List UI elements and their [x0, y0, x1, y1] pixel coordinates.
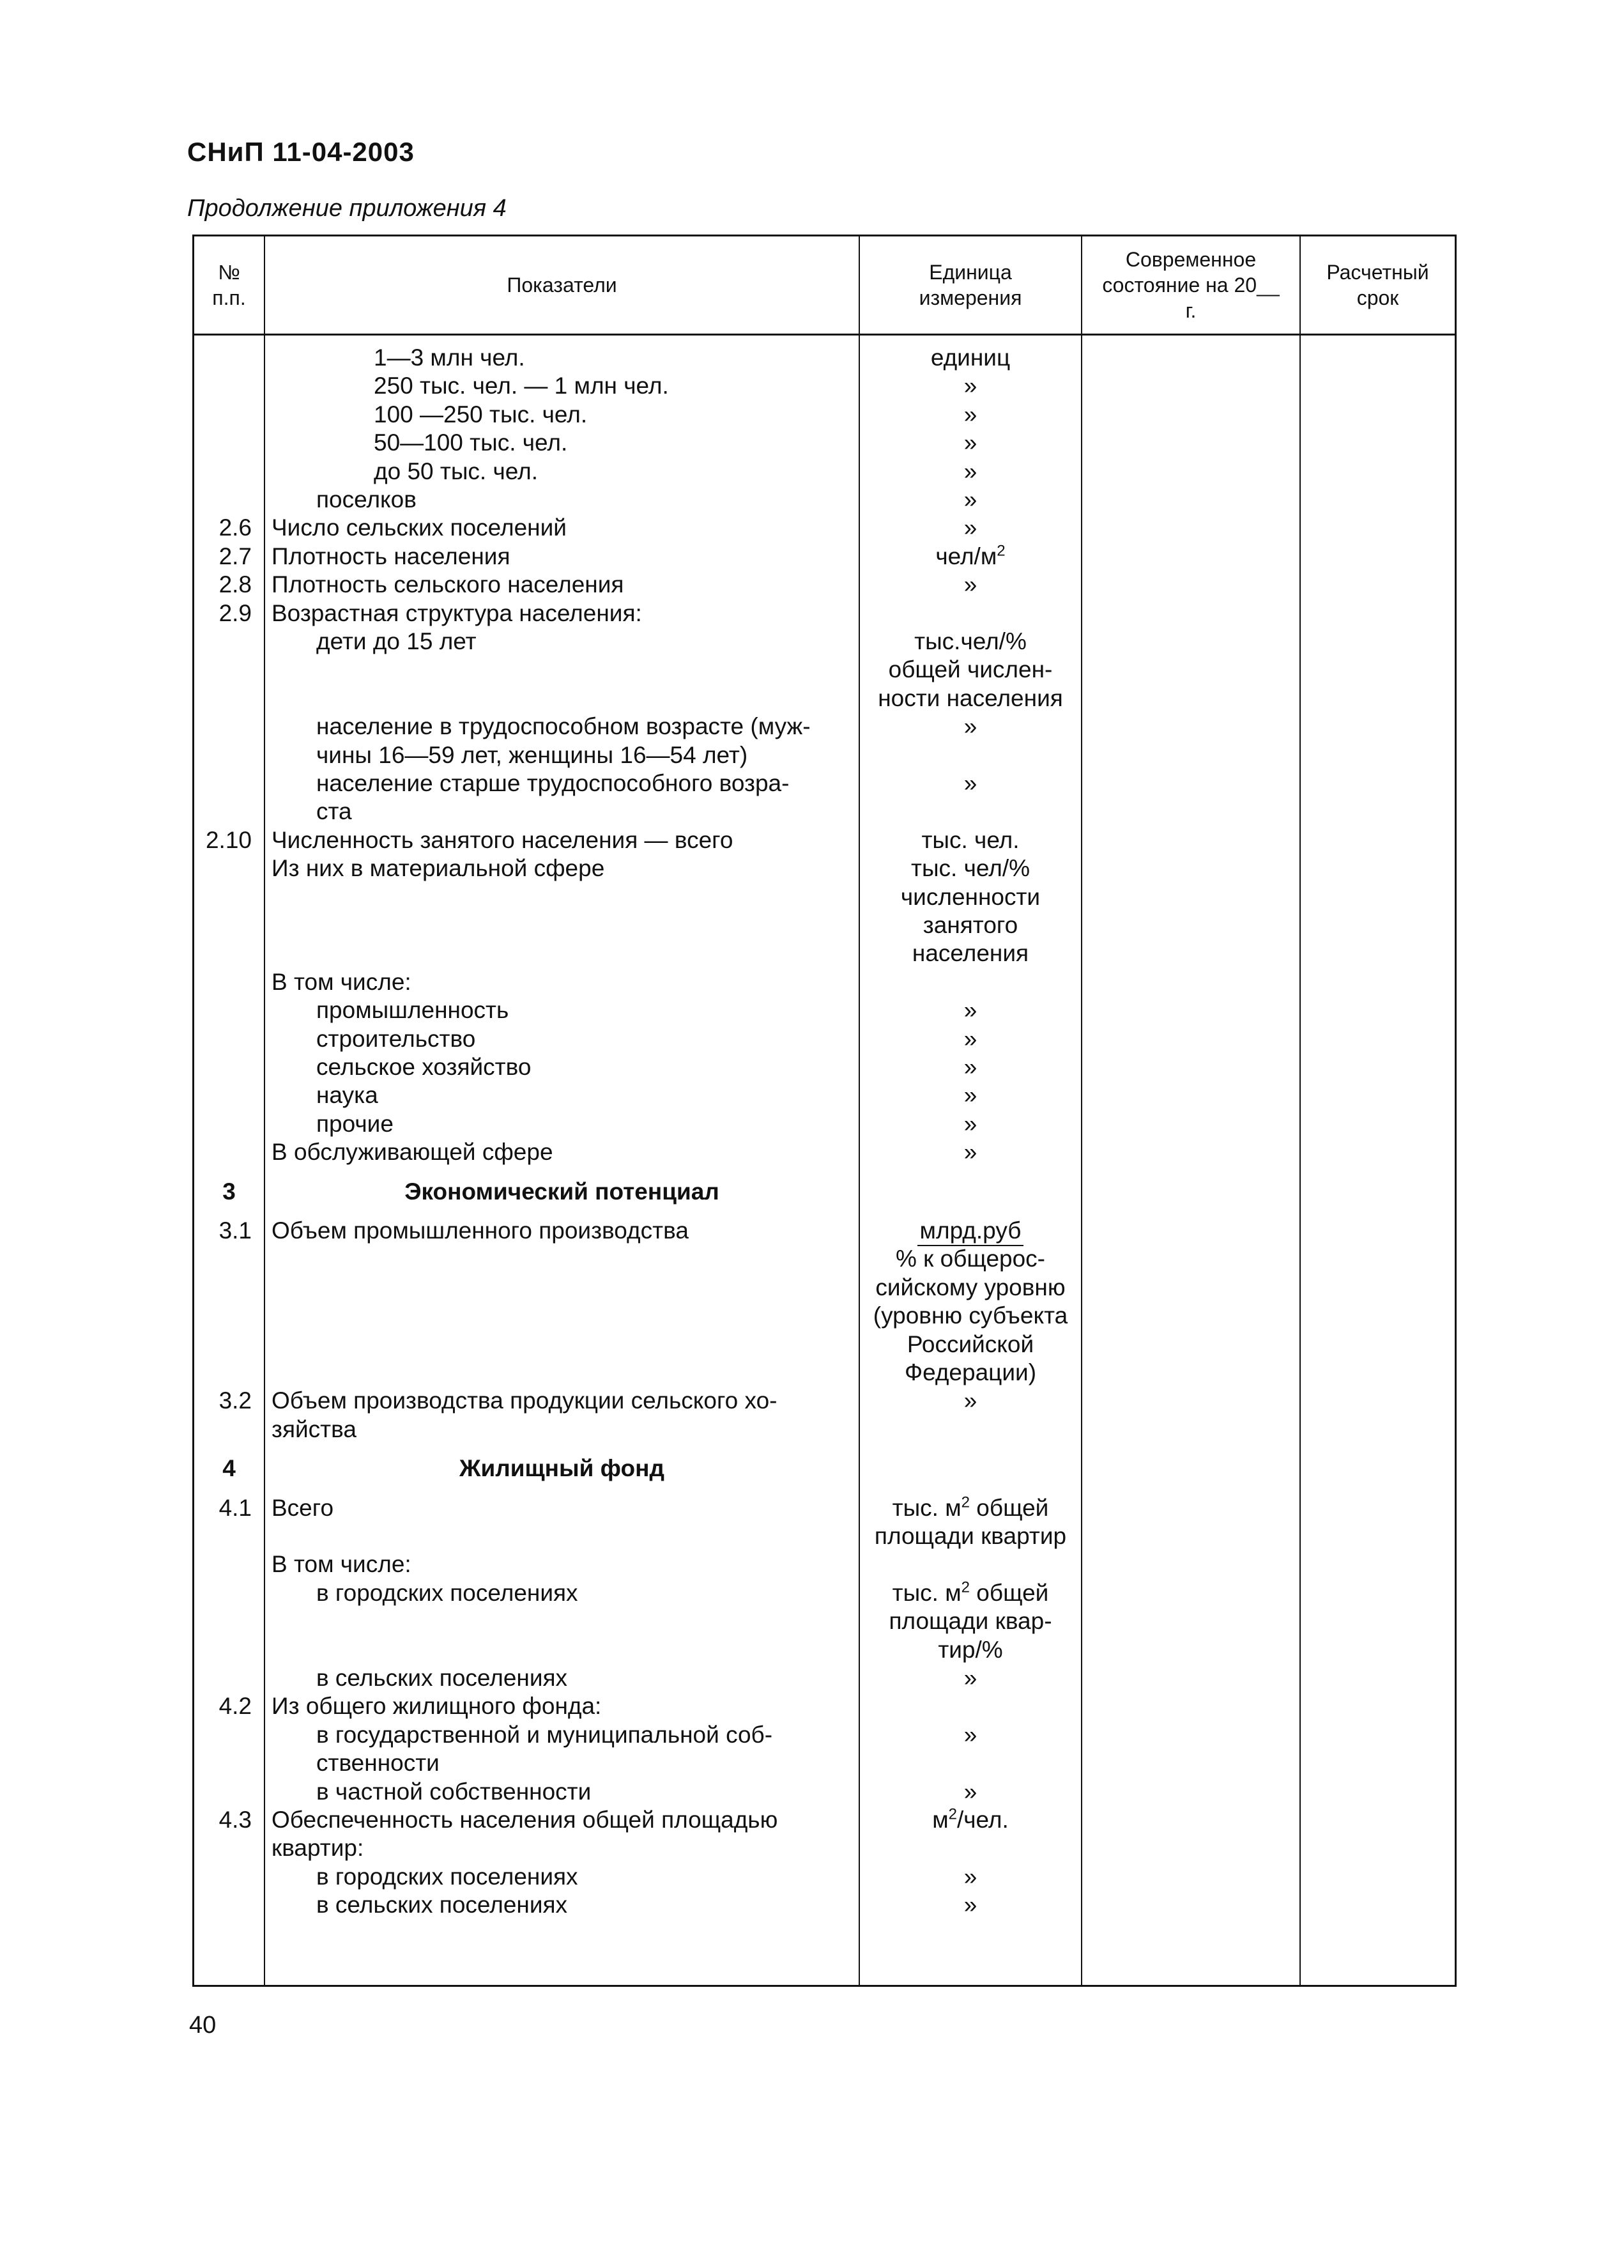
indicator-text: ственности: [316, 1750, 440, 1777]
unit-text: [860, 1025, 1081, 1053]
unit-text: [860, 1359, 1081, 1387]
indicator-text: промышленность: [316, 997, 509, 1024]
unit-main: »: [963, 1082, 977, 1109]
unit-main: »: [963, 713, 977, 740]
unit-main: млрд.руб: [917, 1217, 1024, 1246]
unit-main: Федерации): [904, 1359, 1037, 1385]
row-number: 4.2: [218, 1693, 252, 1720]
unit-text: [860, 911, 1081, 939]
table-border-left: [192, 235, 194, 1987]
indicator-text: Обеспеченность населения общей площадью: [272, 1807, 778, 1833]
indicator-text: наука: [316, 1082, 378, 1109]
unit-main: »: [963, 770, 977, 796]
unit-text: [860, 656, 1081, 684]
document-code: СНиП 11-04-2003: [187, 137, 415, 167]
unit-main: »: [963, 429, 977, 456]
unit-text: [860, 1274, 1081, 1302]
unit-main: чел/м: [935, 543, 997, 569]
unit-main: »: [963, 1665, 977, 1691]
indicator-text: Возрастная структура населения:: [272, 599, 642, 626]
unit-main: »: [963, 1721, 977, 1748]
indicator-text: до 50 тыс. чел.: [374, 458, 538, 484]
unit-main: тыс. м: [892, 1494, 961, 1521]
unit-text: [860, 514, 1081, 542]
unit-text: [860, 769, 1081, 798]
unit-main: тыс.чел/%: [914, 628, 1027, 654]
column-separator-3: [1081, 235, 1082, 1987]
unit-main: численности: [900, 883, 1041, 910]
unit-text: [860, 1891, 1081, 1919]
unit-main: (уровню субъекта: [873, 1302, 1068, 1329]
header-num: № п.п.: [212, 261, 246, 309]
unit-suffix: общей: [970, 1494, 1049, 1521]
page-number: 40: [189, 2012, 217, 2039]
unit-text: [860, 1110, 1081, 1138]
row-number: 2.7: [218, 543, 252, 569]
column-separator-1: [264, 235, 265, 1987]
header-separator: [192, 334, 1457, 336]
row-number: 2.10: [205, 826, 252, 853]
unit-text: [860, 713, 1081, 741]
unit-main: тыс. чел.: [921, 826, 1020, 853]
indicator-text: поселков: [316, 486, 417, 513]
indicator-text: Из них в материальной сфере: [272, 855, 605, 882]
indicator-text: квартир:: [272, 1835, 364, 1862]
unit-text: [860, 1494, 1081, 1522]
unit-main: общей числен-: [888, 656, 1053, 683]
column-separator-4: [1299, 235, 1301, 1987]
unit-text: [860, 344, 1081, 372]
row-number: 4: [222, 1455, 236, 1482]
indicator-text: 250 тыс. чел. — 1 млн чел.: [374, 373, 669, 399]
section-title: Жилищный фонд: [459, 1455, 664, 1482]
indicator-text: Объем производства продукции сельского хо-: [272, 1387, 778, 1414]
indicator-text: в городских поселениях: [316, 1579, 578, 1606]
indicator-text: В том числе:: [272, 968, 411, 995]
table-border-right: [1455, 235, 1457, 1987]
indicator-text: чины 16—59 лет, женщины 16—54 лет): [316, 741, 748, 768]
indicator-text: в частной собственности: [316, 1778, 592, 1805]
unit-main: площади квартир: [874, 1523, 1067, 1549]
unit-text: [860, 1245, 1081, 1273]
unit-text: [860, 571, 1081, 599]
unit-text: [860, 883, 1081, 911]
indicator-text: в городских поселениях: [316, 1863, 578, 1890]
row-number: 3.2: [218, 1387, 252, 1414]
unit-main: »: [963, 458, 977, 484]
unit-text: [860, 1607, 1081, 1635]
unit-text: [860, 1217, 1081, 1246]
unit-text: [860, 1664, 1081, 1692]
unit-text: [860, 429, 1081, 457]
unit-text: [860, 486, 1081, 514]
unit-text: [860, 996, 1081, 1024]
unit-main: м: [932, 1807, 949, 1833]
unit-text: [860, 1387, 1081, 1415]
indicator-text: в сельских поселениях: [316, 1892, 568, 1918]
unit-main: »: [963, 1139, 977, 1166]
unit-superscript: 2: [961, 1578, 970, 1596]
unit-main: »: [963, 1054, 977, 1080]
unit-main: »: [963, 1110, 977, 1137]
row-number: 3.1: [218, 1217, 252, 1244]
unit-text: [860, 543, 1081, 571]
unit-text: [860, 854, 1081, 883]
indicator-text: Всего: [272, 1494, 334, 1521]
unit-superscript: 2: [997, 542, 1006, 560]
unit-main: сийскому уровню: [875, 1274, 1066, 1300]
indicator-text: сельское хозяйство: [316, 1054, 532, 1080]
indicator-text: Число сельских поселений: [272, 514, 567, 541]
unit-superscript: 2: [961, 1493, 970, 1511]
unit-text: [860, 1778, 1081, 1806]
indicator-text: 50—100 тыс. чел.: [374, 429, 568, 456]
indicator-text: В обслуживающей сфере: [272, 1139, 553, 1166]
unit-text: [860, 826, 1081, 854]
unit-main: тыс. чел/%: [911, 855, 1030, 882]
unit-main: »: [963, 1387, 977, 1414]
header-unit: Единица измерения: [919, 261, 1022, 309]
unit-text: [860, 939, 1081, 968]
section-title: Экономический потенциал: [404, 1178, 719, 1205]
indicator-text: Плотность сельского населения: [272, 571, 624, 598]
unit-text: [860, 1636, 1081, 1664]
appendix-subtitle: Продолжение приложения 4: [187, 195, 507, 222]
row-number: 4.1: [218, 1494, 252, 1521]
unit-text: [860, 1081, 1081, 1109]
unit-text: [860, 1806, 1081, 1834]
indicator-text: население в трудоспособном возрасте (муж-: [316, 713, 811, 740]
unit-superscript: 2: [948, 1805, 957, 1823]
indicator-text: В том числе:: [272, 1551, 411, 1578]
indicator-text: Объем промышленного производства: [272, 1217, 689, 1244]
indicator-text: население старше трудоспособного возра-: [316, 770, 790, 796]
unit-main: тир/%: [938, 1636, 1003, 1663]
unit-main: площади квар-: [889, 1608, 1052, 1635]
indicator-text: Численность занятого населения — всего: [272, 826, 733, 853]
indicator-text: Из общего жилищного фонда:: [272, 1693, 602, 1720]
row-number: 3: [222, 1178, 236, 1205]
table-border-bottom: [192, 1985, 1457, 1987]
unit-main: % к общерос-: [896, 1246, 1045, 1272]
unit-text: [860, 1579, 1081, 1607]
unit-main: »: [963, 1863, 977, 1890]
unit-main: тыс. м: [892, 1579, 961, 1606]
unit-text: [860, 1863, 1081, 1891]
indicator-text: строительство: [316, 1025, 476, 1052]
indicator-text: зяйства: [272, 1416, 356, 1442]
unit-text: [860, 1721, 1081, 1749]
indicator-text: в сельских поселениях: [316, 1665, 568, 1691]
unit-text: [860, 1053, 1081, 1081]
row-number: 2.8: [218, 571, 252, 598]
row-number: 2.6: [218, 514, 252, 541]
unit-main: »: [963, 401, 977, 428]
header-forecast: Расчетный срок: [1326, 261, 1429, 309]
unit-text: [860, 401, 1081, 429]
unit-suffix: /чел.: [957, 1807, 1009, 1833]
unit-main: занятого: [923, 912, 1018, 938]
header-current-state: Современное состояние на 20__ г.: [1102, 248, 1280, 322]
row-number: 4.3: [218, 1807, 252, 1833]
indicator-text: 1—3 млн чел.: [374, 344, 525, 371]
unit-main: ности населения: [878, 684, 1063, 711]
unit-text: [860, 1331, 1081, 1359]
indicator-text: в государственной и муниципальной соб-: [316, 1721, 773, 1748]
unit-text: [860, 458, 1081, 486]
unit-main: »: [963, 514, 977, 541]
unit-main: »: [963, 1025, 977, 1052]
unit-main: Российской: [907, 1331, 1034, 1357]
unit-main: »: [963, 486, 977, 513]
unit-suffix: общей: [970, 1579, 1049, 1606]
unit-main: »: [963, 997, 977, 1024]
indicator-text: ста: [316, 798, 352, 825]
row-number: 2.9: [218, 599, 252, 626]
indicator-text: 100 —250 тыс. чел.: [374, 401, 588, 428]
indicator-text: дети до 15 лет: [316, 628, 477, 654]
unit-main: »: [963, 1778, 977, 1805]
unit-main: »: [963, 373, 977, 399]
unit-text: [860, 628, 1081, 656]
unit-text: [860, 372, 1081, 400]
unit-main: »: [963, 571, 977, 598]
indicator-text: Плотность населения: [272, 543, 510, 569]
unit-main: единиц: [930, 344, 1011, 371]
unit-text: [860, 684, 1081, 713]
unit-text: [860, 1138, 1081, 1166]
unit-text: [860, 1302, 1081, 1330]
indicator-text: прочие: [316, 1110, 394, 1137]
unit-main: »: [963, 1892, 977, 1918]
unit-main: населения: [912, 940, 1029, 967]
header-indicator: Показатели: [507, 274, 617, 297]
unit-text: [860, 1522, 1081, 1550]
